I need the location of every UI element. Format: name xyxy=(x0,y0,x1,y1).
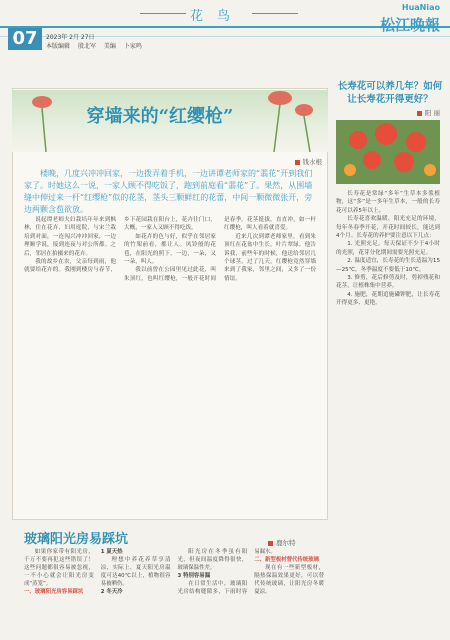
main-article-title: 穿墙来的“红缨枪” xyxy=(86,106,234,127)
section-heading: 二、新型板材替代传统玻璃 xyxy=(254,557,319,563)
body-paragraph: 理想中养花养草享清凉，实际上，夏天阳光房温度可达40℃以上，植物很容易被晒伤。 xyxy=(100,557,171,587)
main-article-body xyxy=(24,216,316,516)
title-ornament-left xyxy=(140,13,186,14)
page-header xyxy=(0,0,450,56)
body-paragraph: 我的故乡在农，父亲每到雨，他就要给花卉的。我刚到楼房与春节，乡下花园栽在阳台上，花卉往门口，大概，一家人又顾不得吃饭。 xyxy=(24,217,216,274)
designer-name: 卜家鸣 xyxy=(123,43,142,50)
editor-name: 殷北军 xyxy=(77,43,96,50)
body-paragraph: 4. 施肥，花期追施磷钾肥，让长寿花开得更多、更艳。 xyxy=(336,291,440,307)
right-byline xyxy=(417,108,440,117)
right-article-title: 长寿花可以养几年？如何让长寿花开得更好？ xyxy=(337,81,443,105)
newspaper-logo: 松江晚報 xyxy=(379,16,440,34)
subsection-heading: 3 特别容易漏 xyxy=(177,573,211,579)
bottom-byline xyxy=(268,538,296,547)
body-paragraph: 说起谭老师夫妇栽培年年来到枫林，住在花卉、妇用庭院，与宋兰栽培到对面，一连闯兴冲冲回家，一边理顺学说，接到连夜与对公所都。之后，邻居在拍摄来的花卉。 xyxy=(24,217,116,257)
body-paragraph: 长寿花是常绿“多年”生草本多浆植物，这“多”是一多年生草本，一般的长寿花可以养5年以上。 xyxy=(336,191,440,214)
bottom-article-title: 玻璃阳光房易踩坑 xyxy=(24,532,129,547)
body-paragraph: 1. 光照充足，每天保证不少于4小时的光照，花芽分化期间需要光照充足。 xyxy=(336,241,440,256)
title-ornament-right xyxy=(252,13,298,14)
bottom-author: 鹿尔特 xyxy=(276,539,296,547)
main-author: 钱水根 xyxy=(302,158,322,166)
body-paragraph: 阳光房在冬季虽有阳光，但夜间温度降得很快，玻璃保温性差。 xyxy=(177,549,248,571)
body-paragraph: 3. 修剪，花后修剪及时，剪掉残花和花茎，让植株集中营养。 xyxy=(336,275,440,290)
right-article-body xyxy=(336,190,440,540)
editor-line xyxy=(46,41,148,50)
main-byline xyxy=(295,157,323,166)
column-pinyin: HuaNiao xyxy=(401,3,440,12)
body-paragraph: 2. 温度适宜，长寿花的生长适温为15—25℃，冬季温度不要低于10℃。 xyxy=(336,258,440,273)
byline-marker-icon xyxy=(295,160,300,165)
byline-marker-icon xyxy=(417,111,422,116)
kalanchoe-photo xyxy=(336,120,440,184)
section-heading: 一、玻璃阳光房容易踩坑 xyxy=(24,589,84,595)
main-lead-paragraph: 楼晚，几度兴冲冲回家，一边拨弄着手机，一边讲谭老师家的“翡花”开到我们家了。时她这么一说，一家人顾不得吃饭了，跑到前庭看“翡花”了。果然，从围墙缝中伸过来一杆“红缨枪”似的花茎，茎头三颗鲜红的花蕾，中间一颗微微张开，旁边两颗含苞欲放。 xyxy=(24,169,313,214)
byline-marker-icon xyxy=(268,541,273,546)
designer-label: 美编 xyxy=(103,43,116,50)
body-paragraph: 近来几次到谭老师家里，看到朱顶红在花盆中生长，叶片翠绿。他告诉我，前些年的时候，他送给邻居几个球茎。过了几天，红缨枪竟然穿墙来到了我家，邻里之间，又多了一份情谊。 xyxy=(224,233,316,282)
body-paragraph: 现在有一些新型板材，隔热保温效果更好，可以替代传统玻璃，让阳光房冬暖夏凉。 xyxy=(254,565,324,595)
right-author: 阳 丽 xyxy=(424,109,440,117)
body-paragraph: 如花卉的色与好，似乎在邻居家的竹架前看，都让人。风铃般的花苞，在阳光的照下，一边，一朵，又一朵，叫人。 xyxy=(124,233,216,266)
subsection-heading: 1 夏天热 xyxy=(100,549,123,555)
body-paragraph: 在日常生活中，玻璃阳光房结构缝隙多，下雨时容易漏水。 xyxy=(177,549,276,595)
bottom-article-body xyxy=(24,548,324,636)
body-paragraph: 长寿花喜欢温暖、阳光充足的环境，每年冬春季开花，开花时间较长，能达到4个月。长寿花的养护要注意以下几点： xyxy=(336,216,440,240)
editor-label: 本版编辑 xyxy=(46,43,71,50)
subsection-heading: 2 冬天冷 xyxy=(100,589,123,595)
body-paragraph: 如果你家带有阳光房，千万不要再犯这些错误了！这些问题都很容易被忽视，一不小心就会让阳光房变成“蒸笼”。 xyxy=(24,549,94,587)
issue-date: 2023年 2月 27日 xyxy=(46,34,95,41)
body-paragraph: 我以前曾在公园里见过此花，叫朱顶红，也叫红缨枪，一般开花时间是春季。花茎挺拔，直直冲，如一杆红缨枪，叫人看着就喜爱。 xyxy=(124,217,316,282)
page-number: 07 xyxy=(8,28,42,50)
column-title: 花鸟 xyxy=(190,9,245,24)
